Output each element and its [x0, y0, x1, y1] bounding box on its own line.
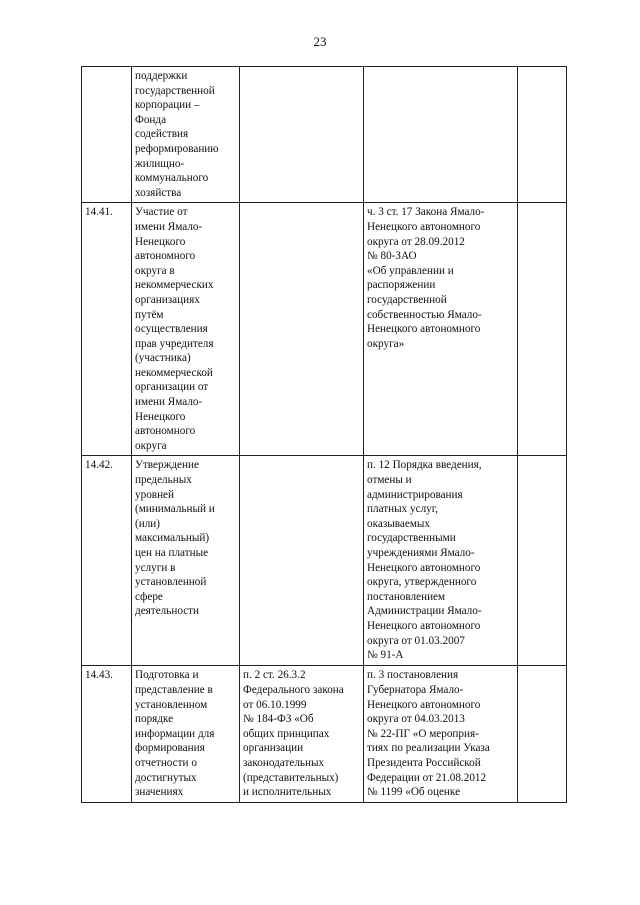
federal-basis-cell: п. 2 ст. 26.3.2 Федерального закона от 06.10.1999 № 184-ФЗ «Об общих принципах организации законодательных (представительных) и исполнительных [240, 666, 364, 802]
power-description-cell: Подготовка и представление в установленном порядке информации для формирования отчетности о достигнутых значениях [132, 666, 240, 802]
federal-basis-cell [240, 67, 364, 203]
regional-basis-cell [364, 67, 518, 203]
note-cell [518, 666, 567, 802]
federal-basis-cell [240, 456, 364, 666]
regional-basis-cell: п. 12 Порядка введения, отмены и администрирования платных услуг, оказываемых государственными учреждениями Ямало- Ненецкого автономного округа, утвержденного постановлением Администрации Ямало- Ненецкого автономного округа от 01.03.2007 № 91-А [364, 456, 518, 666]
item-number-cell: 14.42. [82, 456, 132, 666]
note-cell [518, 67, 567, 203]
table-row [82, 203, 567, 456]
table-row [82, 67, 567, 203]
note-cell [518, 456, 567, 666]
power-description-cell: поддержки государственной корпорации – Фонда содействия реформированию жилищно- коммунального хозяйства [132, 67, 240, 203]
item-number-cell: 14.41. [82, 203, 132, 456]
federal-basis-cell [240, 203, 364, 456]
regional-basis-cell: п. 3 постановления Губернатора Ямало- Ненецкого автономного округа от 04.03.2013 № 22-ПГ «О мероприя- тиях по реализации Указа Президента Российской Федерации от 21.08.2012 № 1199 «Об оценке [364, 666, 518, 802]
item-number-cell: 14.43. [82, 666, 132, 802]
power-description-cell: Участие от имени Ямало- Ненецкого автономного округа в некоммерческих организациях путём осуществления прав учредителя (участника) некоммерческой организации от имени Ямало- Ненецкого автономного округа [132, 203, 240, 456]
note-cell [518, 203, 567, 456]
power-description-cell: Утверждение предельных уровней (минимальный и (или) максимальный) цен на платные услуги в установленной сфере деятельности [132, 456, 240, 666]
table-row [82, 456, 567, 666]
regional-basis-cell: ч. 3 ст. 17 Закона Ямало- Ненецкого автономного округа от 28.09.2012 № 80-ЗАО «Об управлении и распоряжении государственной собственностью Ямало- Ненецкого автономного округа» [364, 203, 518, 456]
table-row [82, 666, 567, 802]
page-number: 23 [313, 34, 327, 49]
powers-table [81, 66, 567, 803]
item-number-cell [82, 67, 132, 203]
